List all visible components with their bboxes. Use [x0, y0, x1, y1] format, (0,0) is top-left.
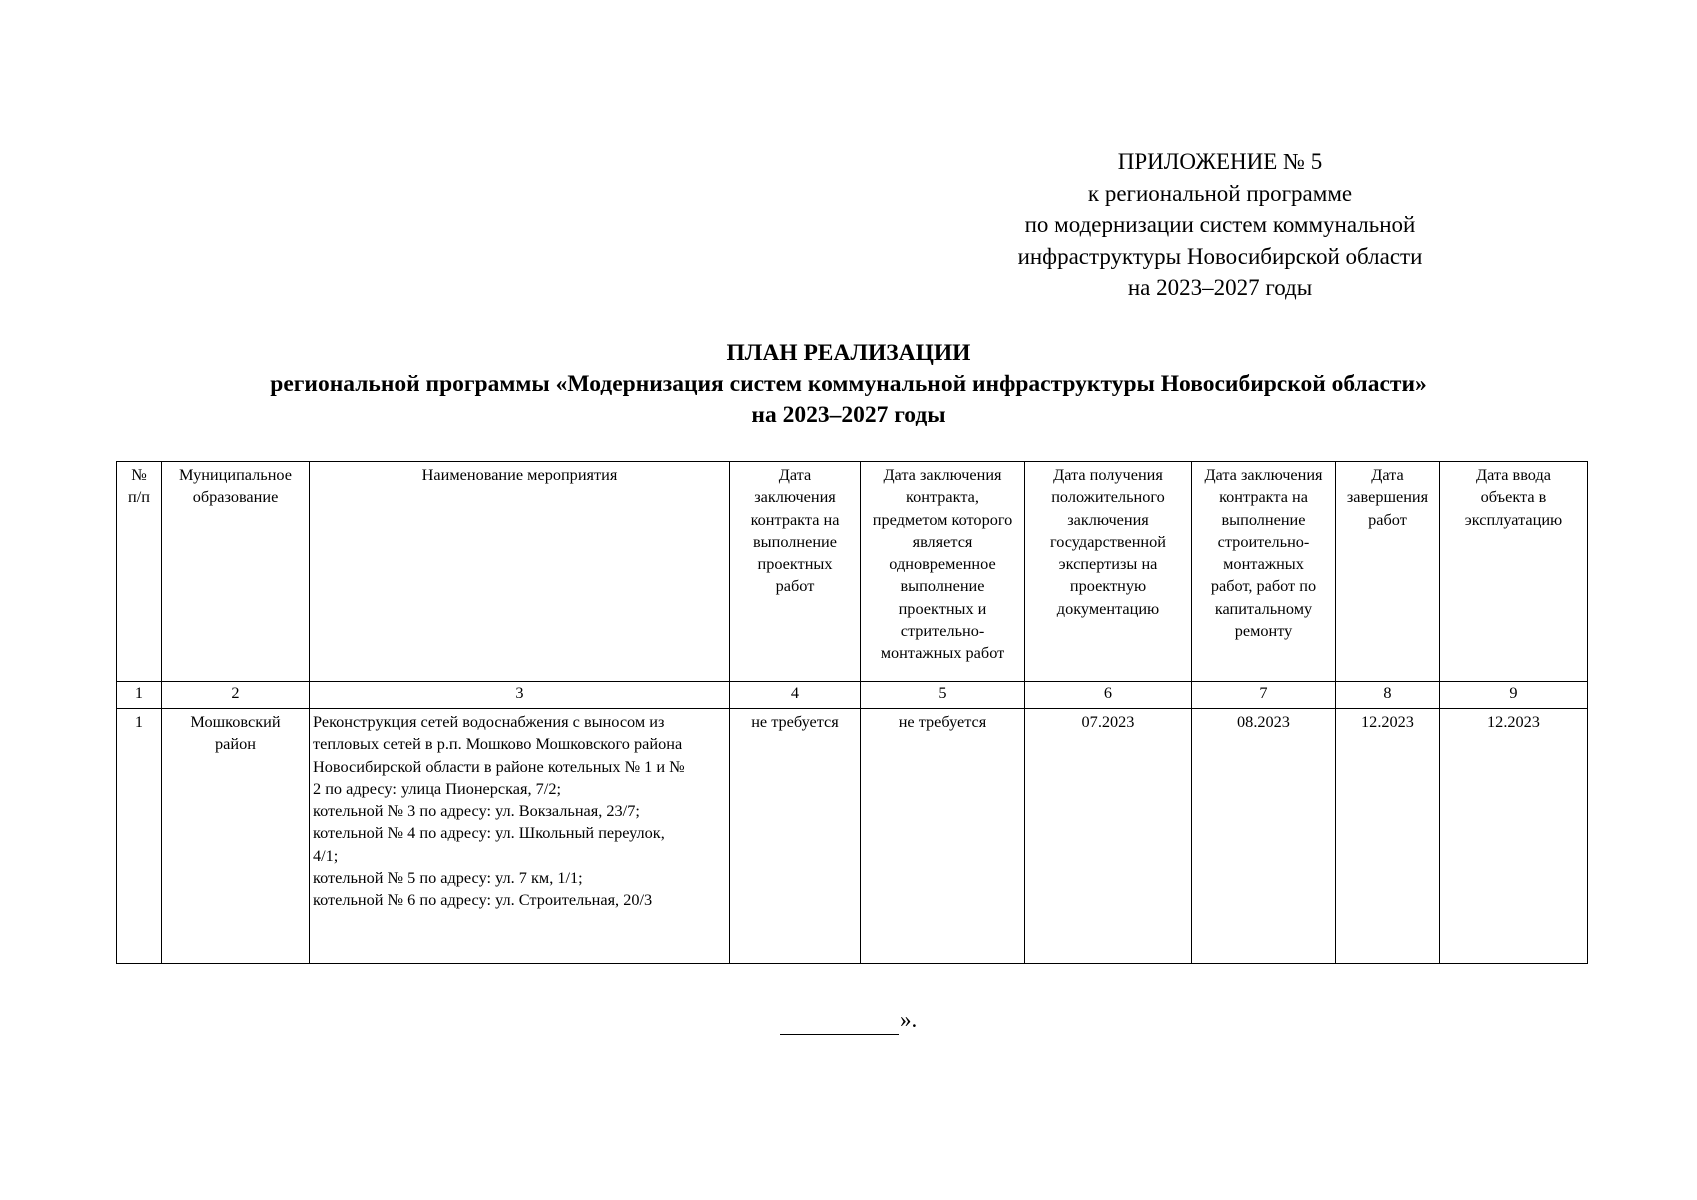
row-commissioning-date: 12.2023: [1440, 709, 1588, 964]
appendix-line: к региональной программе: [1087, 180, 1353, 206]
closing-line: [780, 1005, 917, 1035]
header-cell-event-name: Наименование мероприятия: [310, 462, 730, 682]
row-combined-contract-date: не требуется: [861, 709, 1025, 964]
column-number: 6: [1025, 682, 1192, 709]
row-design-contract-date: не требуется: [730, 709, 861, 964]
column-number: 7: [1192, 682, 1336, 709]
header-cell-number: № п/п: [117, 462, 162, 682]
appendix-line: ПРИЛОЖЕНИЕ № 5: [1117, 149, 1323, 174]
column-number: 9: [1440, 682, 1588, 709]
column-number: 8: [1336, 682, 1440, 709]
title-main: ПЛАН РЕАЛИЗАЦИИ: [726, 340, 971, 366]
header-cell-commissioning-date: Дата ввода объекта в эксплуатацию: [1440, 462, 1588, 682]
header-cell-design-contract-date: Дата заключения контракта на выполнение проектных работ: [730, 462, 861, 682]
appendix-line: на 2023–2027 годы: [1127, 275, 1313, 300]
header-cell-combined-contract-date: Дата заключения контракта, предметом которого является одновременное выполнение проектных и стрительно- монтажных работ: [861, 462, 1025, 682]
title-period: на 2023–2027 годы: [751, 402, 946, 428]
blank-signature-line: [780, 1012, 899, 1035]
column-numbers-row: [117, 682, 1588, 709]
header-cell-completion-date: Дата завершения работ: [1336, 462, 1440, 682]
column-number: 5: [861, 682, 1025, 709]
row-expertise-date: 07.2023: [1025, 709, 1192, 964]
document-title: [0, 338, 1697, 431]
table-row: [117, 709, 1588, 964]
column-number: 4: [730, 682, 861, 709]
title-subtitle: региональной программы «Модернизация систем коммунальной инфраструктуры Новосибирской области»: [270, 371, 1427, 397]
header-cell-construction-contract-date: Дата заключения контракта на выполнение строительно- монтажных работ, работ по капитальному ремонту: [1192, 462, 1336, 682]
header-cell-municipality: Муниципальное образование: [162, 462, 310, 682]
column-number: 2: [162, 682, 310, 709]
header-cell-expertise-date: Дата получения положительного заключения государственной экспертизы на проектную документацию: [1025, 462, 1192, 682]
appendix-line: инфраструктуры Новосибирской области: [1017, 243, 1423, 269]
row-event-name: Реконструкция сетей водоснабжения с выносом из тепловых сетей в р.п. Мошково Мошковского района Новосибирской области в районе котельных № 1 и № 2 по адресу: улица Пионерская, 7/2; котельной № 3 по адресу: ул. Вокзальная, 23/7; котельной № 4 по адресу: ул. Школьный переулок, 4/1; котельной № 5 по адресу: ул. 7 км, 1/1; котельной № 6 по адресу: ул. Строительная, 20/3: [310, 709, 730, 964]
appendix-line: по модернизации систем коммунальной: [1024, 212, 1416, 237]
column-number: 3: [310, 682, 730, 709]
closing-quote: ».: [900, 1007, 918, 1032]
row-completion-date: 12.2023: [1336, 709, 1440, 964]
appendix-heading: [980, 146, 1460, 304]
table-header-row: [117, 462, 1588, 682]
row-number: 1: [117, 709, 162, 964]
row-construction-contract-date: 08.2023: [1192, 709, 1336, 964]
column-number: 1: [117, 682, 162, 709]
row-municipality: Мошковский район: [162, 709, 310, 964]
implementation-plan-table: [116, 461, 1588, 964]
